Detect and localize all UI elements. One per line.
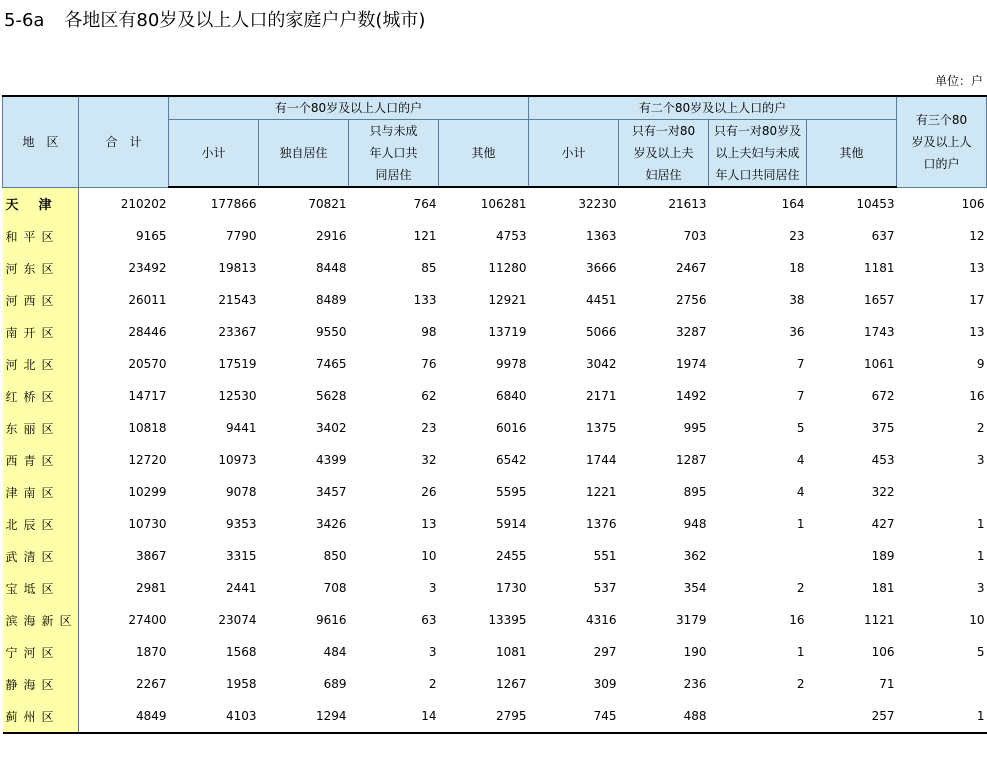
cell-g2-couple: 995 xyxy=(683,421,707,435)
cell-g1-alone: 2916 xyxy=(315,229,347,243)
cell-g1-minor: 62 xyxy=(421,389,437,403)
cell-g2-couple: 703 xyxy=(683,229,707,243)
col-group-two: 有二个80岁及以上人口的户 xyxy=(529,96,897,120)
cell-g2-couple-minor: 5 xyxy=(796,421,805,435)
cell-g2-other: 10453 xyxy=(856,197,895,211)
cell-g2-couple-minor xyxy=(709,700,807,733)
cell-g1-minor: 764 xyxy=(413,197,437,211)
cell-g2-couple-minor: 18 xyxy=(789,261,805,275)
cell-g1-other: 5595 xyxy=(495,485,527,499)
cell-g2-couple-minor: 2 xyxy=(796,677,805,691)
cell-g1-subtotal: 1568 xyxy=(225,645,257,659)
cell-g1-subtotal: 2441 xyxy=(225,581,257,595)
cell-g3: 9 xyxy=(976,357,985,371)
cell-g1-minor: 85 xyxy=(421,261,437,275)
cell-g1-alone: 4399 xyxy=(315,453,347,467)
table-row xyxy=(3,187,987,220)
table-row xyxy=(3,348,987,380)
cell-g1-alone: 708 xyxy=(323,581,347,595)
table-row xyxy=(3,604,987,636)
region-cell: 西青区 xyxy=(3,444,79,476)
cell-g2-couple: 3287 xyxy=(675,325,707,339)
cell-g1-subtotal: 9078 xyxy=(225,485,257,499)
col-header-g1-alone: 独自居住 xyxy=(259,120,349,188)
cell-g1-minor: 98 xyxy=(421,325,437,339)
cell-g3: 106 xyxy=(961,196,985,211)
cell-g1-subtotal: 12530 xyxy=(218,389,257,403)
region-cell: 河西区 xyxy=(3,284,79,316)
cell-g2-subtotal: 4316 xyxy=(585,613,617,627)
table-row xyxy=(3,700,987,733)
cell-g2-other: 71 xyxy=(879,677,895,691)
cell-g2-couple: 895 xyxy=(683,485,707,499)
cell-g2-couple-minor: 2 xyxy=(796,581,805,595)
cell-g2-subtotal: 1744 xyxy=(585,453,617,467)
cell-g2-subtotal: 297 xyxy=(593,645,617,659)
cell-g1-alone: 1294 xyxy=(259,700,349,733)
cell-g1-alone: 8489 xyxy=(315,293,347,307)
col-header-g1-with-minor: 只与未成年人口共同居住 xyxy=(349,120,439,188)
cell-g1-subtotal: 9441 xyxy=(225,421,257,435)
cell-total: 28446 xyxy=(128,325,167,339)
table-row xyxy=(3,444,987,476)
table-title: 各地区有80岁及以上人口的家庭户户数(城市) xyxy=(64,10,426,31)
cell-g2-couple-minor: 7 xyxy=(796,389,805,403)
cell-g2-couple: 488 xyxy=(619,700,709,733)
cell-g2-other: 1657 xyxy=(864,293,895,307)
cell-total: 23492 xyxy=(128,261,167,275)
cell-g1-alone: 7465 xyxy=(315,357,347,371)
cell-total: 210202 xyxy=(120,196,167,211)
cell-g1-other: 5914 xyxy=(495,517,527,531)
cell-g2-other: 1061 xyxy=(864,357,895,371)
cell-g2-subtotal: 3666 xyxy=(585,261,617,275)
page-title xyxy=(4,6,425,32)
cell-g1-other: 12921 xyxy=(488,293,527,307)
cell-g3: 13 xyxy=(969,325,985,339)
cell-g1-subtotal: 4103 xyxy=(169,700,259,733)
cell-g3: 3 xyxy=(976,453,985,467)
cell-g1-minor: 23 xyxy=(421,421,437,435)
cell-g1-subtotal: 23367 xyxy=(218,325,257,339)
cell-g1-other: 13719 xyxy=(488,325,527,339)
cell-g2-subtotal: 1221 xyxy=(585,485,617,499)
cell-g1-other: 6840 xyxy=(495,389,527,403)
cell-g2-subtotal: 5066 xyxy=(585,325,617,339)
cell-g2-other: 189 xyxy=(871,549,895,563)
cell-total: 10818 xyxy=(128,421,167,435)
cell-g1-minor: 2 xyxy=(428,677,437,691)
region-cell: 宁河区 xyxy=(3,636,79,668)
cell-g3 xyxy=(897,668,987,700)
cell-g1-minor: 133 xyxy=(413,293,437,307)
table-row xyxy=(3,316,987,348)
unit-label: 单位：户 xyxy=(934,74,983,88)
table-row xyxy=(3,252,987,284)
cell-g1-other: 2795 xyxy=(439,700,529,733)
region-cell: 东丽区 xyxy=(3,412,79,444)
cell-g3: 12 xyxy=(969,229,985,243)
cell-g3 xyxy=(897,476,987,508)
cell-g2-other: 1743 xyxy=(864,325,895,339)
cell-g1-minor: 10 xyxy=(421,549,437,563)
cell-g1-subtotal: 1958 xyxy=(225,677,257,691)
cell-total: 9165 xyxy=(135,229,167,243)
table-row xyxy=(3,220,987,252)
col-header-total: 合 计 xyxy=(79,96,169,187)
region-cell: 蓟州区 xyxy=(3,700,79,733)
cell-g1-subtotal: 21543 xyxy=(218,293,257,307)
cell-g2-other: 427 xyxy=(871,517,895,531)
cell-g2-subtotal: 32230 xyxy=(578,197,617,211)
cell-g1-other: 1267 xyxy=(495,677,527,691)
table-row xyxy=(3,476,987,508)
col-header-g2-couple-minor: 只有一对80岁及以上夫妇与未成年人口共同居住 xyxy=(709,120,807,188)
cell-g2-subtotal: 551 xyxy=(593,549,617,563)
cell-g2-subtotal: 537 xyxy=(593,581,617,595)
cell-g1-alone: 5628 xyxy=(315,389,347,403)
table-row xyxy=(3,668,987,700)
table-row xyxy=(3,380,987,412)
cell-g2-couple-minor: 23 xyxy=(789,229,805,243)
cell-g2-couple: 354 xyxy=(683,581,707,595)
cell-g1-minor: 3 xyxy=(428,645,437,659)
cell-total: 20570 xyxy=(128,357,167,371)
cell-g2-other: 1121 xyxy=(864,613,895,627)
cell-g2-subtotal: 4451 xyxy=(585,293,617,307)
cell-total: 10730 xyxy=(128,517,167,531)
data-table xyxy=(2,95,987,734)
cell-g2-other: 637 xyxy=(871,229,895,243)
table-row xyxy=(3,412,987,444)
cell-g3: 16 xyxy=(969,389,985,403)
region-cell: 北辰区 xyxy=(3,508,79,540)
cell-g2-subtotal: 1363 xyxy=(585,229,617,243)
cell-g1-alone: 689 xyxy=(323,677,347,691)
cell-g2-couple-minor: 4 xyxy=(796,485,805,499)
region-cell: 南开区 xyxy=(3,316,79,348)
cell-g2-other: 257 xyxy=(807,700,897,733)
cell-g2-couple: 2467 xyxy=(675,261,707,275)
cell-g1-subtotal: 177866 xyxy=(210,197,257,211)
region-cell: 和平区 xyxy=(3,220,79,252)
cell-g1-minor: 14 xyxy=(349,700,439,733)
region-cell: 武清区 xyxy=(3,540,79,572)
cell-g3: 3 xyxy=(976,581,985,595)
cell-g3: 1 xyxy=(897,700,987,733)
cell-g3: 10 xyxy=(969,613,985,627)
table-row xyxy=(3,572,987,604)
cell-total: 3867 xyxy=(135,549,167,563)
col-header-g1-subtotal: 小计 xyxy=(169,120,259,188)
region-cell: 滨海新区 xyxy=(3,604,79,636)
cell-g1-other: 13395 xyxy=(488,613,527,627)
cell-g1-other: 1730 xyxy=(495,581,527,595)
region-cell: 宝坻区 xyxy=(3,572,79,604)
cell-g1-minor: 76 xyxy=(421,357,437,371)
cell-g2-couple-minor: 38 xyxy=(789,293,805,307)
region-cell: 津南区 xyxy=(3,476,79,508)
col-header-g2-other: 其他 xyxy=(807,120,897,188)
table-row xyxy=(3,636,987,668)
region-cell: 天津 xyxy=(3,187,79,220)
table-number: 5-6a xyxy=(4,10,45,31)
cell-g2-couple-minor: 1 xyxy=(796,645,805,659)
cell-g1-other: 6016 xyxy=(495,421,527,435)
cell-total: 4849 xyxy=(79,700,169,733)
cell-g1-alone: 3457 xyxy=(315,485,347,499)
col-group-one: 有一个80岁及以上人口的户 xyxy=(169,96,529,120)
cell-g1-other: 6542 xyxy=(495,453,527,467)
cell-g2-couple-minor: 16 xyxy=(789,613,805,627)
cell-g2-couple: 236 xyxy=(683,677,707,691)
cell-g1-other: 11280 xyxy=(488,261,527,275)
cell-total: 10299 xyxy=(128,485,167,499)
table-row xyxy=(3,540,987,572)
cell-g2-couple: 21613 xyxy=(668,197,707,211)
cell-g2-subtotal: 1376 xyxy=(585,517,617,531)
cell-g1-minor: 63 xyxy=(421,613,437,627)
cell-g1-subtotal: 23074 xyxy=(218,613,257,627)
cell-g1-subtotal: 19813 xyxy=(218,261,257,275)
cell-g1-minor: 3 xyxy=(428,581,437,595)
cell-g3: 2 xyxy=(976,421,985,435)
col-header-g1-other: 其他 xyxy=(439,120,529,188)
cell-g3: 17 xyxy=(969,293,985,307)
cell-g2-other: 1181 xyxy=(864,261,895,275)
cell-g1-other: 9978 xyxy=(495,357,527,371)
cell-g2-other: 181 xyxy=(871,581,895,595)
region-cell: 河东区 xyxy=(3,252,79,284)
cell-g1-other: 2455 xyxy=(495,549,527,563)
region-cell: 红桥区 xyxy=(3,380,79,412)
cell-g1-minor: 121 xyxy=(413,229,437,243)
cell-g3: 1 xyxy=(976,517,985,531)
cell-g1-alone: 484 xyxy=(323,645,347,659)
cell-g1-subtotal: 7790 xyxy=(225,229,257,243)
cell-g2-other: 375 xyxy=(871,421,895,435)
cell-g3: 1 xyxy=(976,549,985,563)
cell-g2-couple-minor: 7 xyxy=(796,357,805,371)
cell-g2-subtotal: 1375 xyxy=(585,421,617,435)
cell-g2-other: 106 xyxy=(871,645,895,659)
cell-g1-subtotal: 9353 xyxy=(225,517,257,531)
cell-g1-alone: 9616 xyxy=(315,613,347,627)
cell-g2-other: 322 xyxy=(871,485,895,499)
cell-total: 2267 xyxy=(135,677,167,691)
cell-g2-subtotal: 309 xyxy=(593,677,617,691)
table-row xyxy=(3,508,987,540)
cell-g3: 13 xyxy=(969,261,985,275)
cell-g1-other: 106281 xyxy=(480,197,527,211)
cell-g2-couple-minor xyxy=(709,540,807,572)
cell-g2-other: 453 xyxy=(871,453,895,467)
cell-g1-alone: 70821 xyxy=(308,197,347,211)
cell-g1-alone: 8448 xyxy=(315,261,347,275)
cell-g2-couple-minor: 164 xyxy=(781,197,805,211)
cell-g2-subtotal: 745 xyxy=(529,700,619,733)
cell-total: 27400 xyxy=(128,613,167,627)
cell-g1-subtotal: 10973 xyxy=(218,453,257,467)
cell-g2-subtotal: 2171 xyxy=(585,389,617,403)
cell-g2-couple-minor: 1 xyxy=(796,517,805,531)
cell-total: 12720 xyxy=(128,453,167,467)
cell-total: 14717 xyxy=(128,389,167,403)
col-group-three: 有三个80岁及以上人口的户 xyxy=(897,96,987,187)
cell-g2-couple-minor: 4 xyxy=(796,453,805,467)
cell-g1-alone: 3426 xyxy=(315,517,347,531)
cell-g2-couple: 362 xyxy=(683,549,707,563)
cell-g1-other: 1081 xyxy=(495,645,527,659)
col-header-region: 地 区 xyxy=(3,96,79,187)
cell-g1-alone: 850 xyxy=(323,549,347,563)
cell-g1-alone: 9550 xyxy=(315,325,347,339)
col-header-g2-subtotal: 小计 xyxy=(529,120,619,188)
cell-g2-couple: 3179 xyxy=(675,613,707,627)
cell-g1-minor: 13 xyxy=(421,517,437,531)
cell-total: 1870 xyxy=(135,645,167,659)
cell-g1-minor: 32 xyxy=(421,453,437,467)
cell-total: 26011 xyxy=(128,293,167,307)
cell-g1-other: 4753 xyxy=(495,229,527,243)
cell-total: 2981 xyxy=(135,581,167,595)
cell-g1-alone: 3402 xyxy=(315,421,347,435)
cell-g2-couple: 1492 xyxy=(675,389,707,403)
cell-g3: 5 xyxy=(976,645,985,659)
cell-g2-couple: 1974 xyxy=(675,357,707,371)
region-cell: 河北区 xyxy=(3,348,79,380)
cell-g2-couple: 1287 xyxy=(675,453,707,467)
cell-g2-couple: 2756 xyxy=(675,293,707,307)
table-row xyxy=(3,284,987,316)
cell-g2-couple: 948 xyxy=(683,517,707,531)
cell-g2-couple-minor: 36 xyxy=(789,325,805,339)
cell-g2-couple: 190 xyxy=(683,645,707,659)
cell-g1-subtotal: 3315 xyxy=(225,549,257,563)
cell-g1-minor: 26 xyxy=(421,485,437,499)
cell-g2-subtotal: 3042 xyxy=(585,357,617,371)
cell-g1-subtotal: 17519 xyxy=(218,357,257,371)
region-cell: 静海区 xyxy=(3,668,79,700)
col-header-g2-couple-only: 只有一对80岁及以上夫妇居住 xyxy=(619,120,709,188)
cell-g2-other: 672 xyxy=(871,389,895,403)
